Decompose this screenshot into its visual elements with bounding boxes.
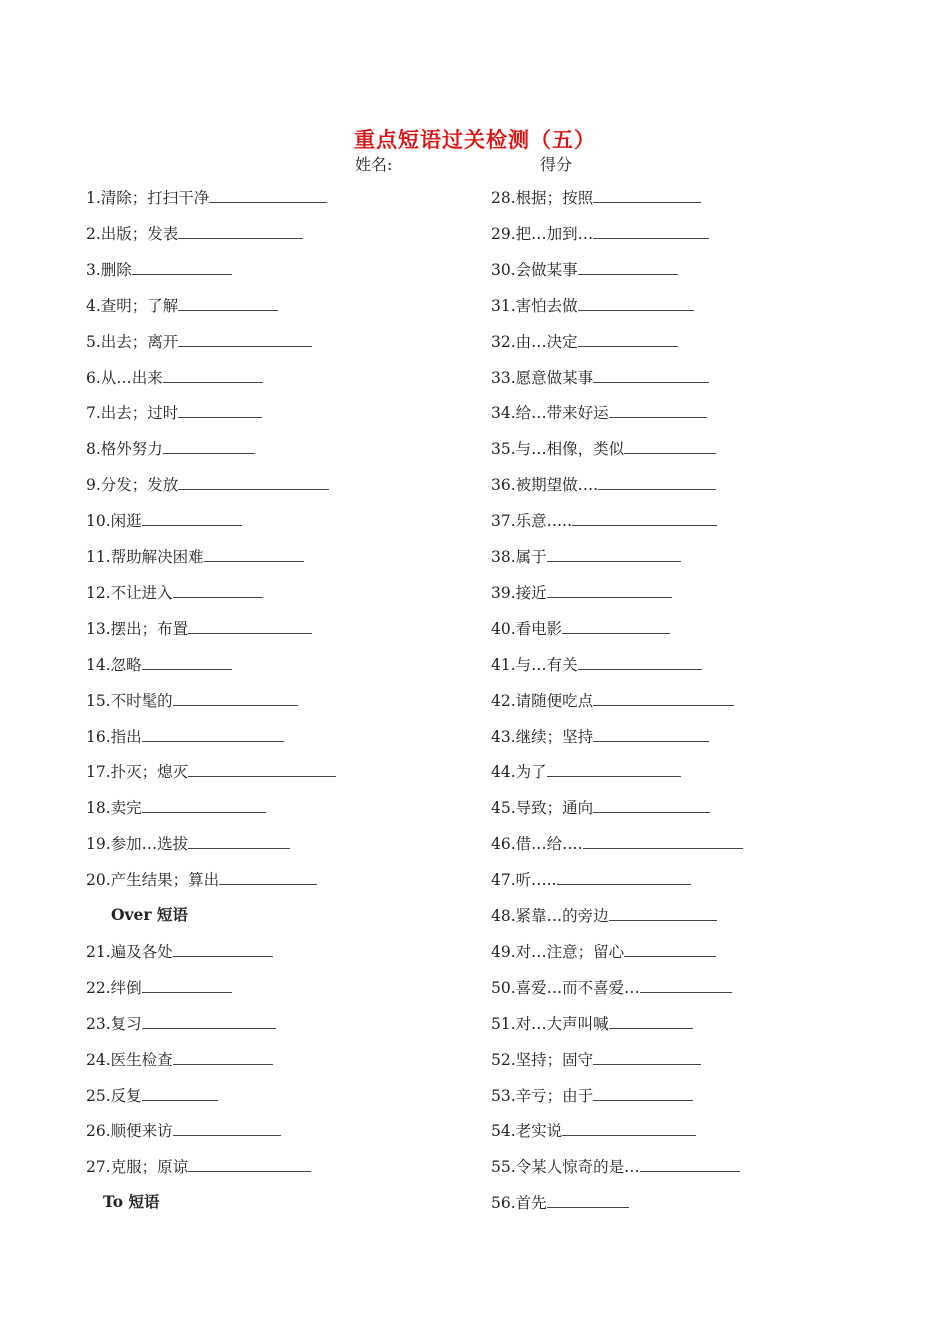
phrase-label: 25.反复 [86,1086,142,1105]
answer-blank[interactable] [163,437,255,454]
score-label: 得分 [540,155,573,174]
phrase-label: 3.删除 [86,260,132,279]
answer-blank[interactable] [219,868,317,885]
phrase-item [86,796,266,819]
phrase-label: 21.遍及各处 [86,942,173,961]
answer-blank[interactable] [578,258,678,275]
phrase-label: 31.害怕去做 [491,296,578,315]
answer-blank[interactable] [578,653,702,670]
answer-blank[interactable] [609,904,717,921]
phrase-item [491,473,716,496]
phrase-label: 8.格外努力 [86,440,163,459]
phrase-label: 37.乐意….. [491,512,573,531]
phrase-label: 41.与…有关 [491,655,578,674]
worksheet-title: 重点短语过关检测（五） [354,127,596,152]
answer-blank[interactable] [173,581,263,598]
phrase-item [491,258,678,281]
phrase-label: 44.为了 [491,763,547,782]
phrase-item [86,1048,273,1071]
phrase-item [491,832,743,855]
answer-blank[interactable] [188,832,290,849]
phrase-label: 53.辛亏；由于 [491,1086,594,1105]
phrase-label: 7.出去；过时 [86,404,179,423]
answer-blank[interactable] [142,796,266,813]
phrase-label: 4.查明；了解 [86,296,179,315]
phrase-item [86,330,312,353]
phrase-item [86,1012,276,1035]
phrase-label: 10.闲逛 [86,512,142,531]
phrase-label: 34.给…带来好运 [491,404,609,423]
phrase-item [86,653,232,676]
phrase-item [86,437,255,460]
phrase-item [491,904,717,927]
answer-blank[interactable] [173,940,273,957]
phrase-item [491,868,691,891]
answer-blank[interactable] [142,976,232,993]
answer-blank[interactable] [593,222,709,239]
phrase-item [491,1155,740,1178]
answer-blank[interactable] [609,1012,693,1029]
phrase-label: 17.扑灭；熄灭 [86,763,189,782]
answer-blank[interactable] [142,1084,218,1101]
phrase-label: 16.指出 [86,727,142,746]
phrase-item [491,545,681,568]
answer-blank[interactable] [132,258,232,275]
answer-blank[interactable] [609,401,707,418]
phrase-label: 35.与…相像，类似 [491,440,625,459]
phrase-label: 52.坚持；固守 [491,1050,594,1069]
phrase-item [491,294,694,317]
answer-blank[interactable] [624,437,716,454]
phrase-item [491,581,672,604]
answer-blank[interactable] [593,725,709,742]
answer-blank[interactable] [593,186,701,203]
section-heading-over: Over 短语 [111,905,188,924]
answer-blank[interactable] [163,366,263,383]
answer-blank[interactable] [209,186,327,203]
answer-blank[interactable] [593,1048,701,1065]
phrase-label: 27.克服；原谅 [86,1158,189,1177]
answer-blank[interactable] [178,401,262,418]
phrase-item [491,940,716,963]
answer-blank[interactable] [593,366,709,383]
phrase-item [491,366,709,389]
phrase-label: 14.忽略 [86,655,142,674]
phrase-item [86,581,263,604]
phrase-item [491,1191,629,1214]
answer-blank[interactable] [562,617,670,634]
phrase-item [491,617,670,640]
phrase-item [86,1084,218,1107]
phrase-label: 38.属于 [491,548,547,566]
phrase-item [491,725,709,748]
phrase-label: 46.借…给…. [491,835,583,854]
answer-blank[interactable] [142,1012,276,1029]
phrase-item [86,222,303,245]
phrase-item [86,366,263,389]
phrase-item [86,868,317,891]
phrase-label: 9.分发；发放 [86,476,179,495]
answer-blank[interactable] [598,473,716,490]
phrase-item [86,1155,311,1178]
phrase-item [86,940,273,963]
phrase-item [86,725,284,748]
phrase-label: 54.老实说 [491,1122,563,1141]
answer-blank[interactable] [178,222,303,239]
phrase-item [86,760,336,783]
phrase-item [491,976,732,999]
phrase-label: 43.继续；坚持 [491,727,594,746]
answer-blank[interactable] [188,1155,311,1172]
phrase-label: 33.愿意做某事 [491,368,594,387]
phrase-item [491,222,709,245]
section-heading-to: To 短语 [103,1192,160,1212]
phrase-item [491,653,702,676]
name-label: 姓名: [355,155,393,174]
answer-blank[interactable] [593,1084,693,1101]
answer-blank[interactable] [142,725,284,742]
answer-blank[interactable] [188,760,336,777]
phrase-label: 22.绊倒 [86,978,142,997]
phrase-label: 11.帮助解决困难 [86,548,204,566]
answer-blank[interactable] [142,509,242,526]
phrase-item [491,1084,693,1107]
answer-blank[interactable] [547,760,681,777]
answer-blank[interactable] [562,1119,696,1136]
answer-blank[interactable] [578,294,694,311]
phrase-item [491,509,717,532]
phrase-item [491,689,734,712]
phrase-label: 24.医生检查 [86,1050,173,1069]
phrase-label: 50.喜爱…而不喜爱… [491,978,640,997]
phrase-item [86,617,312,640]
phrase-label: 1.清除；打扫干净 [86,189,210,207]
phrase-item [86,473,329,496]
phrase-label: 51.对…大声叫喊 [491,1014,609,1033]
phrase-label: 40.看电影 [491,619,563,638]
phrase-label: 28.根据；按照 [491,189,594,207]
phrase-label: 15.不时髦的 [86,691,173,710]
phrase-label: 23.复习 [86,1014,142,1033]
phrase-label: 19.参加…选拔 [86,835,189,854]
answer-blank[interactable] [547,545,681,562]
phrase-item [491,330,678,353]
answer-blank[interactable] [578,330,678,347]
answer-blank[interactable] [547,581,672,598]
phrase-label: 29.把…加到… [491,224,594,243]
phrase-label: 13.摆出；布置 [86,619,189,638]
answer-blank[interactable] [178,473,329,490]
phrase-label: 2.出版；发表 [86,224,179,243]
phrase-item [491,186,701,209]
phrase-label: 26.顺便来访 [86,1122,173,1141]
answer-blank[interactable] [178,330,312,347]
phrase-item [86,258,232,281]
phrase-item [86,186,327,209]
phrase-label: 12.不让进入 [86,583,173,602]
phrase-label: 32.由…决定 [491,332,578,351]
phrase-item [86,509,242,532]
phrase-label: 56.首先 [491,1194,547,1213]
phrase-label: 45.导致；通向 [491,799,594,818]
answer-blank[interactable] [173,1048,273,1065]
phrase-label: 30.会做某事 [491,260,578,279]
phrase-item [491,1012,693,1035]
answer-blank[interactable] [178,294,278,311]
answer-blank[interactable] [593,796,710,813]
phrase-label: 42.请随便吃点 [491,691,594,710]
phrase-item [491,1048,701,1071]
phrase-item [491,760,681,783]
phrase-label: 6.从…出来 [86,368,163,387]
phrase-item [86,832,290,855]
phrase-label: 20.产生结果；算出 [86,871,220,890]
phrase-label: 39.接近 [491,583,547,602]
phrase-item [491,1119,696,1142]
answer-blank[interactable] [142,653,232,670]
answer-blank[interactable] [640,1155,740,1172]
phrase-label: 49.对…注意；留心 [491,942,625,961]
phrase-item [491,796,710,819]
answer-blank[interactable] [624,940,716,957]
phrase-item [86,689,298,712]
answer-blank[interactable] [557,868,691,885]
answer-blank[interactable] [173,689,298,706]
answer-blank[interactable] [593,689,734,706]
phrase-label: 18.卖完 [86,799,142,818]
phrase-label: 36.被期望做…. [491,476,599,495]
answer-blank[interactable] [583,832,743,849]
answer-blank[interactable] [547,1191,629,1208]
phrase-item [86,976,232,999]
phrase-item [86,1119,281,1142]
phrase-item [86,294,278,317]
phrase-label: 5.出去；离开 [86,332,179,351]
phrase-item [491,437,716,460]
phrase-label: 48.紧靠…的旁边 [491,907,609,925]
answer-blank[interactable] [173,1119,281,1136]
phrase-label: 55.令某人惊奇的是… [491,1158,640,1177]
answer-blank[interactable] [640,976,732,993]
phrase-item [86,545,304,568]
answer-blank[interactable] [188,617,312,634]
phrase-label: 47.听….. [491,871,557,890]
answer-blank[interactable] [204,545,304,562]
answer-blank[interactable] [572,509,717,526]
phrase-item [491,401,707,424]
phrase-item [86,401,262,424]
